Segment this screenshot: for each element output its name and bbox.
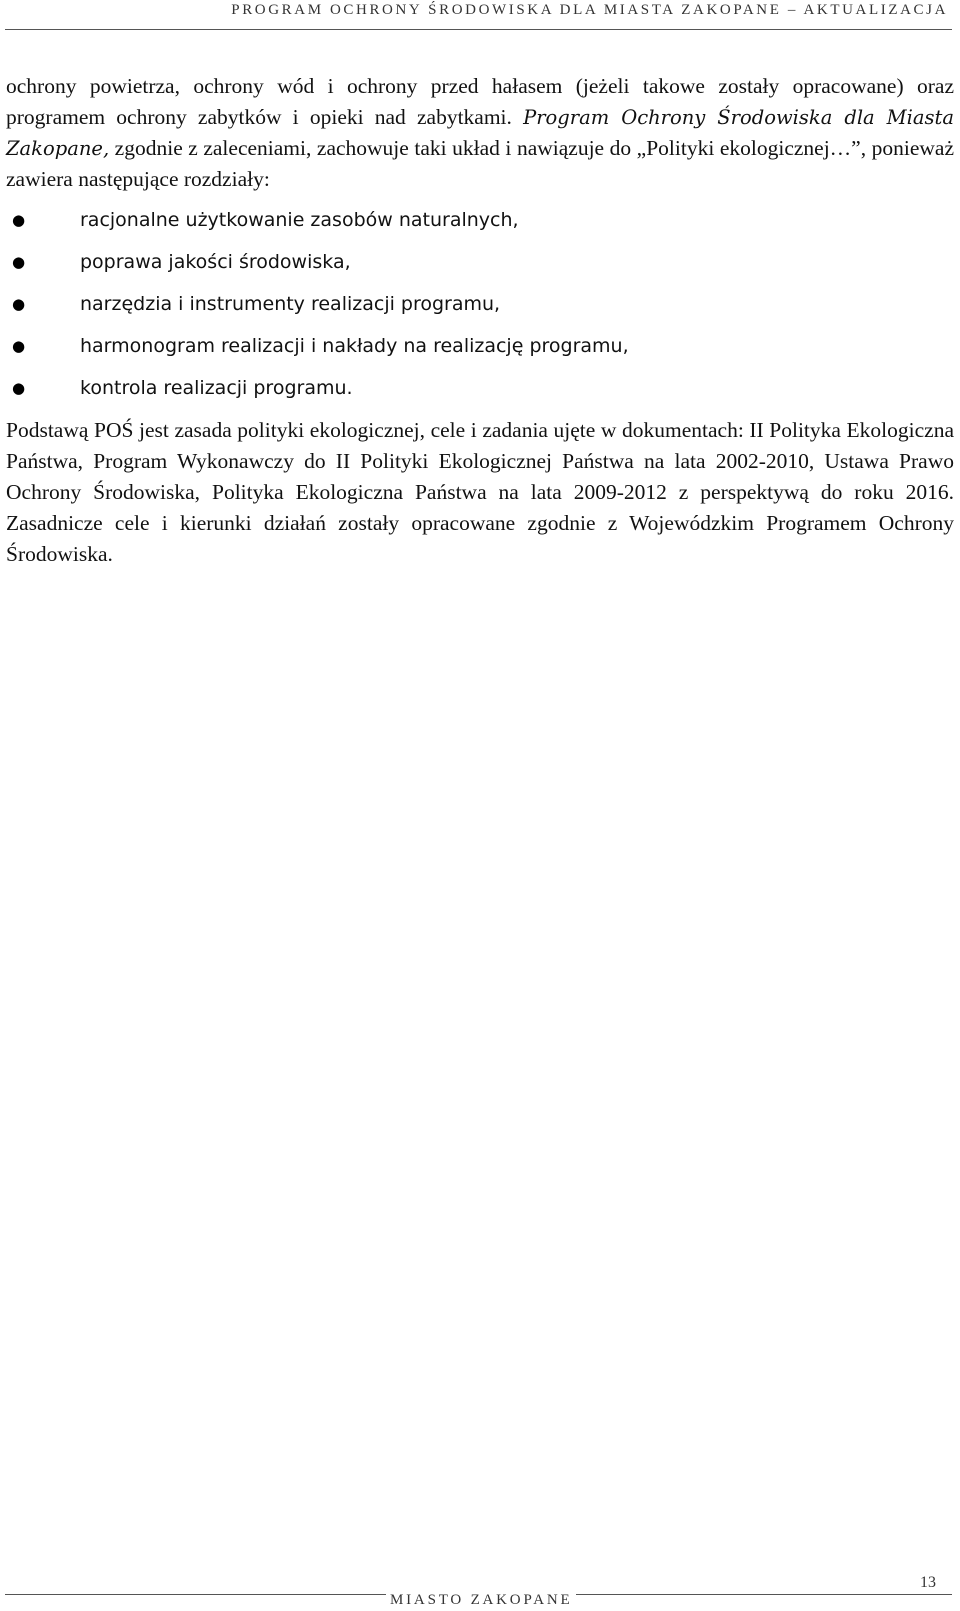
intro-text-start: ochrony powietrza, ochrony wód i ochrony przed hałasem (jeżeli takowe zostały opracowane) oraz programem ochrony zabytków i opieki nad zabytkami. — [6, 74, 954, 129]
bullet-icon: ● — [12, 379, 26, 397]
bullet-icon: ● — [12, 337, 26, 355]
list-item-text: racjonalne użytkowanie zasobów naturalnych, — [80, 209, 519, 231]
header-divider — [5, 29, 952, 30]
page-header — [0, 0, 960, 40]
intro-text-end: zgodnie z zaleceniami, zachowuje taki układ i nawiązuje do „Polityki ekologicznej…”, ponieważ zawiera następujące rozdziały: — [6, 136, 954, 191]
intro-paragraph — [6, 71, 954, 195]
list-item-text: harmonogram realizacji i nakłady na realizację programu, — [80, 335, 629, 357]
basis-paragraph: Podstawą POŚ jest zasada polityki ekologicznej, cele i zadania ujęte w dokumentach: II Polityka Ekologiczna Państwa, Program Wykonawczy do II Polityki Ekologicznej Państwa na lata 2002-2010, Ustawa Prawo Ochrony Środowiska, Polityka Ekologiczna Państwa na lata 2009-2012 z perspektywą do roku 2016. Zasadnicze cele i kierunki działań zostały opracowane zgodnie z Wojewódzkim Programem Ochrony Środowiska. — [6, 418, 954, 566]
bullet-icon: ● — [12, 211, 26, 229]
footer-city: MIASTO ZAKOPANE — [386, 1591, 576, 1609]
list-item — [6, 199, 954, 241]
bullet-icon: ● — [12, 253, 26, 271]
list-item — [6, 325, 954, 367]
list-item-text: poprawa jakości środowiska, — [80, 251, 351, 273]
bullet-icon: ● — [12, 295, 26, 313]
page-footer — [0, 1560, 960, 1611]
page-content — [6, 71, 954, 570]
document-title: PROGRAM OCHRONY ŚRODOWISKA DLA MIASTA ZAKOPANE – AKTUALIZACJA — [231, 2, 948, 18]
list-item — [6, 283, 954, 325]
program-title-italic: Program Ochrony Środowiska dla Miasta Zakopane, — [6, 106, 954, 160]
chapter-list — [6, 199, 954, 409]
list-item-text: narzędzia i instrumenty realizacji programu, — [80, 293, 501, 315]
list-item — [6, 241, 954, 283]
list-item — [6, 367, 954, 409]
page-number: 13 — [920, 1574, 936, 1591]
list-item-text: kontrola realizacji programu. — [80, 377, 353, 399]
